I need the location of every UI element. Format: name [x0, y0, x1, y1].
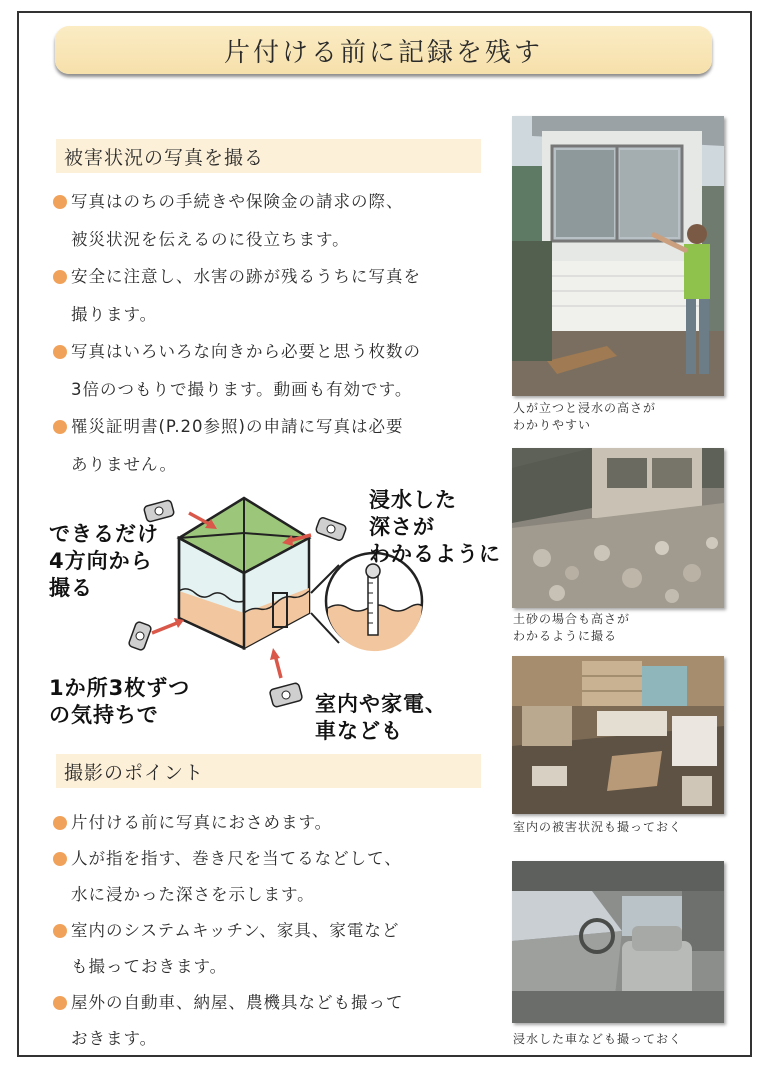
- list-item-line: ありません。: [71, 454, 177, 474]
- caption-line: わかるように撮る: [513, 629, 618, 643]
- list-item: [53, 333, 493, 408]
- photo-caption: [513, 1031, 733, 1048]
- list-item-line: おきます。: [71, 1029, 158, 1048]
- photo-sediment: [512, 448, 724, 608]
- list-item-line: 撮ります。: [71, 304, 158, 324]
- arrow-icon: [270, 648, 280, 660]
- note-three-shots: 1か所3枚ずつ の気持ちで: [49, 676, 191, 727]
- shooting-points-list: [53, 805, 493, 1057]
- bullet-icon: [53, 852, 67, 866]
- bullet-icon: [53, 924, 67, 938]
- list-item: [53, 805, 493, 841]
- bullet-icon: [53, 195, 67, 209]
- list-item-line: も撮っておきます。: [71, 957, 228, 976]
- photo-flooded-car: [512, 861, 724, 1023]
- list-item: [53, 258, 493, 333]
- list-item: [53, 408, 493, 483]
- caption-line: 人が立つと浸水の高さが: [513, 401, 657, 415]
- list-item-line: 片付ける前に写真におさめます。: [71, 813, 333, 832]
- camera-icon: [269, 682, 303, 707]
- caption-line: 土砂の場合も高さが: [513, 612, 631, 626]
- list-item-line: 罹災証明書(P.20参照)の申請に写真は必要: [71, 417, 404, 436]
- caption-line: わかりやすい: [513, 418, 592, 432]
- list-item-line: 室内のシステムキッチン、家具、家電など: [71, 921, 400, 940]
- bullet-icon: [53, 270, 67, 284]
- list-item-line: 写真はのちの手続きや保険金の請求の際、: [71, 192, 404, 211]
- list-item-line: 水に浸かった深さを示します。: [71, 885, 315, 904]
- section-heading-damage-photos: 被害状況の写真を撮る: [56, 139, 481, 173]
- photo-flood-height: [512, 116, 724, 396]
- photo-caption: [513, 819, 733, 836]
- list-item: [53, 841, 493, 913]
- illustration: [49, 483, 509, 748]
- list-item-line: 屋外の自動車、納屋、農機具なども撮って: [71, 993, 404, 1012]
- note-four-directions: できるだけ 4方向から 撮る: [49, 522, 159, 600]
- house-icon: [179, 498, 309, 648]
- caption-line: 浸水した車なども撮っておく: [513, 1032, 683, 1046]
- list-item-line: 3倍のつもりで撮ります。動画も有効です。: [71, 379, 413, 399]
- page-frame: [17, 11, 752, 1057]
- photo-caption: [513, 400, 733, 434]
- list-item: [53, 183, 493, 258]
- bullet-icon: [53, 996, 67, 1010]
- list-item: [53, 985, 493, 1057]
- list-item-line: 写真はいろいろな向きから必要と思う枚数の: [71, 342, 421, 361]
- bullet-icon: [53, 345, 67, 359]
- camera-icon: [128, 621, 152, 651]
- camera-icon: [315, 517, 347, 542]
- note-indoor: 室内や家電、 車なども: [315, 692, 447, 743]
- list-item: [53, 913, 493, 985]
- bullet-icon: [53, 816, 67, 830]
- note-depth: 浸水した 深さが わかるように: [369, 488, 501, 566]
- camera-icon: [143, 500, 174, 523]
- bullet-icon: [53, 420, 67, 434]
- list-item-line: 安全に注意し、水害の跡が残るうちに写真を: [71, 267, 421, 286]
- damage-photos-list: [53, 183, 493, 483]
- page-title: 片付ける前に記録を残す: [55, 26, 712, 74]
- list-item-line: 被災状況を伝えるのに役立ちます。: [71, 229, 350, 249]
- caption-line: 室内の被害状況も撮っておく: [513, 820, 683, 834]
- photo-caption: [513, 611, 733, 645]
- list-item-line: 人が指を指す、巻き尺を当てるなどして、: [71, 849, 402, 868]
- photo-indoor-damage: [512, 656, 724, 814]
- section-heading-shooting-points: 撮影のポイント: [56, 754, 481, 788]
